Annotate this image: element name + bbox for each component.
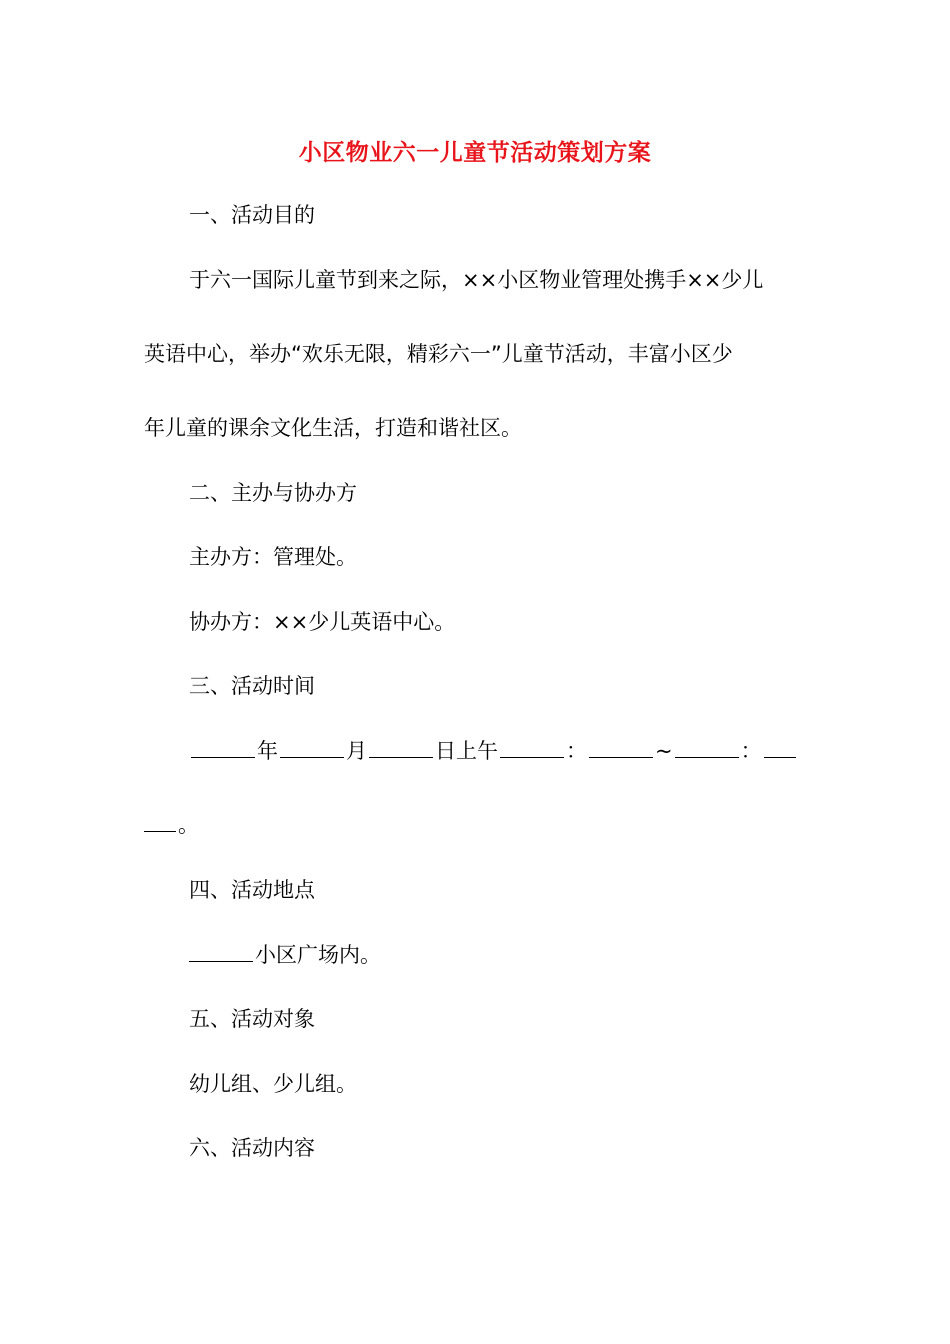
- host-line: 主办方：管理处。: [189, 545, 357, 569]
- section-heading-organizers: 二、主办与协办方: [189, 481, 357, 505]
- time-day-label: 日上午: [435, 739, 498, 763]
- paragraph-line: 英语中心，举办“欢乐无限，精彩六一”儿童节活动，丰富小区少: [144, 342, 733, 366]
- targets-line: 幼儿组、少儿组。: [189, 1072, 357, 1096]
- paragraph-line: 于六一国际儿童节到来之际，××小区物业管理处携手××少儿: [189, 268, 764, 292]
- section-heading-content: 六、活动内容: [189, 1136, 315, 1160]
- time-tilde: ~: [655, 739, 673, 763]
- blank-field: [589, 735, 653, 758]
- blank-field: [500, 735, 564, 758]
- time-year-label: 年: [257, 739, 278, 763]
- time-fill-line: [189, 735, 798, 767]
- blank-field: [191, 735, 255, 758]
- paragraph-line: 年儿童的课余文化生活，打造和谐社区。: [144, 416, 522, 440]
- section-heading-time: 三、活动时间: [189, 674, 315, 698]
- time-fill-line-end: [144, 809, 199, 841]
- blank-field: [369, 735, 433, 758]
- section-heading-targets: 五、活动对象: [189, 1007, 315, 1031]
- document-title: 小区物业六一儿童节活动策划方案: [298, 140, 652, 166]
- cohost-line: 协办方：××少儿英语中心。: [189, 610, 456, 634]
- time-colon: ：: [740, 739, 762, 763]
- location-line: [189, 939, 381, 971]
- time-month-label: 月: [346, 739, 367, 763]
- section-heading-purpose: 一、活动目的: [189, 203, 315, 227]
- blank-field: [189, 939, 253, 962]
- section-heading-location: 四、活动地点: [189, 878, 315, 902]
- blank-field: [280, 735, 344, 758]
- location-text: 小区广场内。: [255, 943, 381, 967]
- time-colon: ：: [566, 739, 587, 763]
- blank-field: [144, 809, 176, 832]
- blank-field: [675, 735, 739, 758]
- time-end-mark: 。: [178, 813, 199, 837]
- blank-field: [764, 735, 796, 758]
